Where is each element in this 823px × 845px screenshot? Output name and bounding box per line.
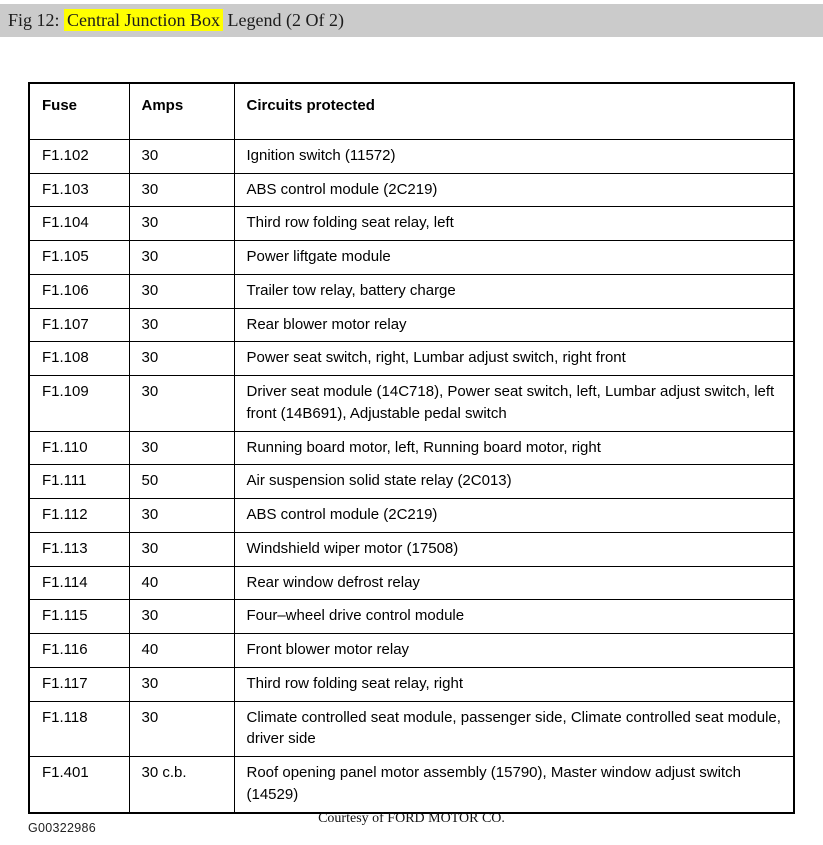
amps-cell: 30 xyxy=(129,241,234,275)
circuits-cell: Windshield wiper motor (17508) xyxy=(234,532,794,566)
circuits-cell: Air suspension solid state relay (2C013) xyxy=(234,465,794,499)
amps-cell: 30 c.b. xyxy=(129,757,234,813)
fuse-cell: F1.107 xyxy=(29,308,129,342)
circuits-cell: Rear blower motor relay xyxy=(234,308,794,342)
circuits-cell: Driver seat module (14C718), Power seat switch, left, Lumbar adjust switch, left front (14B691), Adjustable pedal switch xyxy=(234,376,794,432)
table-row xyxy=(29,667,794,701)
fuse-cell: F1.118 xyxy=(29,701,129,757)
table-row xyxy=(29,600,794,634)
fuse-cell: F1.401 xyxy=(29,757,129,813)
column-header-circuits: Circuits protected xyxy=(234,83,794,139)
amps-cell: 30 xyxy=(129,207,234,241)
table-row xyxy=(29,532,794,566)
fuse-cell: F1.106 xyxy=(29,274,129,308)
circuits-cell: Ignition switch (11572) xyxy=(234,139,794,173)
amps-cell: 30 xyxy=(129,667,234,701)
circuits-cell: ABS control module (2C219) xyxy=(234,173,794,207)
circuits-cell: Front blower motor relay xyxy=(234,634,794,668)
table-row xyxy=(29,757,794,813)
figure-title-bar xyxy=(0,4,823,37)
table-row xyxy=(29,139,794,173)
circuits-cell: Third row folding seat relay, left xyxy=(234,207,794,241)
figure-title xyxy=(8,10,344,31)
amps-cell: 30 xyxy=(129,274,234,308)
column-header-fuse: Fuse xyxy=(29,83,129,139)
fuse-cell: F1.117 xyxy=(29,667,129,701)
column-header-amps: Amps xyxy=(129,83,234,139)
fuse-cell: F1.111 xyxy=(29,465,129,499)
table-row xyxy=(29,274,794,308)
table-row xyxy=(29,634,794,668)
figure-id: G00322986 xyxy=(28,820,97,835)
highlighted-term: Central Junction Box xyxy=(64,9,223,31)
amps-cell: 30 xyxy=(129,139,234,173)
amps-cell: 30 xyxy=(129,173,234,207)
figure-title-prefix: Fig 12: xyxy=(8,10,65,30)
amps-cell: 30 xyxy=(129,499,234,533)
table-row xyxy=(29,465,794,499)
fuse-cell: F1.102 xyxy=(29,139,129,173)
table-row xyxy=(29,499,794,533)
circuits-cell: Four–wheel drive control module xyxy=(234,600,794,634)
fuse-cell: F1.103 xyxy=(29,173,129,207)
fuse-cell: F1.105 xyxy=(29,241,129,275)
fuse-cell: F1.112 xyxy=(29,499,129,533)
table-row xyxy=(29,431,794,465)
circuits-cell: Running board motor, left, Running board motor, right xyxy=(234,431,794,465)
circuits-cell: Trailer tow relay, battery charge xyxy=(234,274,794,308)
amps-cell: 30 xyxy=(129,342,234,376)
circuits-cell: Rear window defrost relay xyxy=(234,566,794,600)
table-row xyxy=(29,241,794,275)
amps-cell: 30 xyxy=(129,701,234,757)
amps-cell: 30 xyxy=(129,308,234,342)
amps-cell: 30 xyxy=(129,600,234,634)
fuse-table-body xyxy=(29,139,794,812)
table-row xyxy=(29,173,794,207)
circuits-cell: ABS control module (2C219) xyxy=(234,499,794,533)
footer-credit: Courtesy of FORD MOTOR CO. xyxy=(318,811,505,826)
fuse-cell: F1.115 xyxy=(29,600,129,634)
fuse-cell: F1.110 xyxy=(29,431,129,465)
circuits-cell: Power liftgate module xyxy=(234,241,794,275)
fuse-table-container xyxy=(28,82,795,814)
fuse-table-head xyxy=(29,83,794,139)
circuits-cell: Roof opening panel motor assembly (15790), Master window adjust switch (14529) xyxy=(234,757,794,813)
amps-cell: 40 xyxy=(129,566,234,600)
fuse-cell: F1.108 xyxy=(29,342,129,376)
circuits-cell: Climate controlled seat module, passenger side, Climate controlled seat module, driver side xyxy=(234,701,794,757)
table-row xyxy=(29,308,794,342)
fuse-table xyxy=(28,82,795,814)
circuits-cell: Power seat switch, right, Lumbar adjust switch, right front xyxy=(234,342,794,376)
fuse-cell: F1.116 xyxy=(29,634,129,668)
fuse-cell: F1.114 xyxy=(29,566,129,600)
fuse-cell: F1.113 xyxy=(29,532,129,566)
circuits-cell: Third row folding seat relay, right xyxy=(234,667,794,701)
figure-title-suffix: Legend (2 Of 2) xyxy=(223,10,344,30)
table-row xyxy=(29,566,794,600)
table-row xyxy=(29,207,794,241)
document-page xyxy=(0,4,823,845)
amps-cell: 30 xyxy=(129,431,234,465)
table-row xyxy=(29,376,794,432)
fuse-cell: F1.109 xyxy=(29,376,129,432)
table-row xyxy=(29,342,794,376)
header-row xyxy=(29,83,794,139)
amps-cell: 40 xyxy=(129,634,234,668)
table-row xyxy=(29,701,794,757)
amps-cell: 30 xyxy=(129,532,234,566)
fuse-cell: F1.104 xyxy=(29,207,129,241)
amps-cell: 30 xyxy=(129,376,234,432)
amps-cell: 50 xyxy=(129,465,234,499)
